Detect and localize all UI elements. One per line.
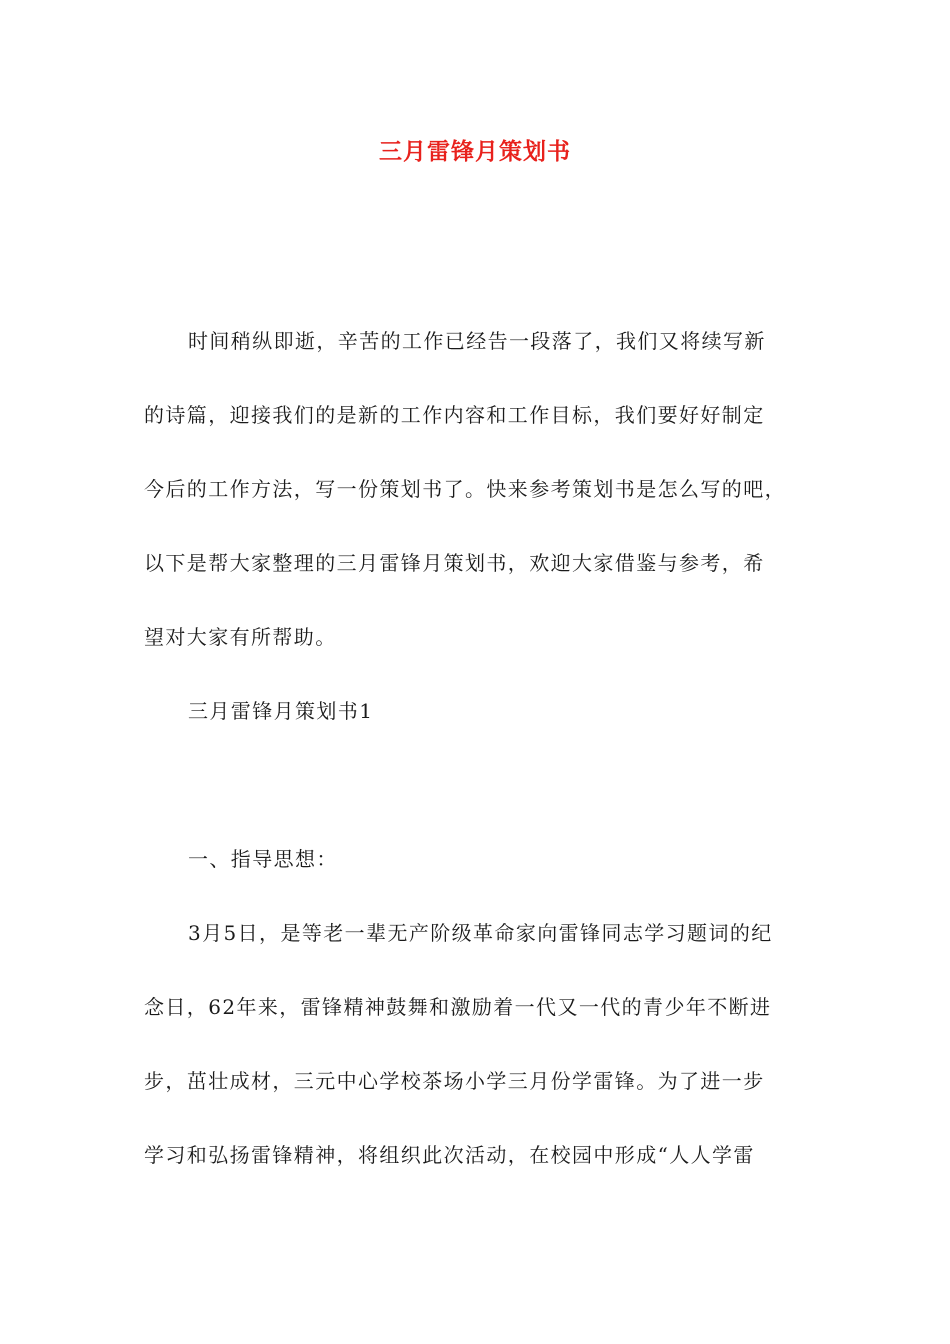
document-title: 三月雷锋月策划书 (379, 139, 571, 165)
intro-line-4: 以下是帮大家整理的三月雷锋月策划书，欢迎大家借鉴与参考，希 (144, 551, 765, 575)
heading-guiding-ideology: 一、指导思想： (188, 847, 338, 871)
section-title: 三月雷锋月策划书1 (188, 699, 374, 723)
intro-line-3: 今后的工作方法，写一份策划书了。快来参考策划书是怎么写的吧， (144, 477, 786, 501)
body-line-2: 念日，62年来，雷锋精神鼓舞和激励着一代又一代的青少年不断进 (144, 995, 772, 1019)
intro-line-1: 时间稍纵即逝，辛苦的工作已经告一段落了，我们又将续写新 (188, 329, 766, 353)
intro-line-5: 望对大家有所帮助。 (144, 625, 337, 649)
body-line-1: 3月5日，是等老一辈无产阶级革命家向雷锋同志学习题词的纪 (188, 921, 773, 945)
intro-line-2: 的诗篇，迎接我们的是新的工作内容和工作目标，我们要好好制定 (144, 403, 765, 427)
body-line-3: 步，茁壮成材，三元中心学校茶场小学三月份学雷锋。为了进一步 (144, 1069, 765, 1093)
body-line-4: 学习和弘扬雷锋精神，将组织此次活动，在校园中形成“人人学雷 (144, 1143, 755, 1167)
